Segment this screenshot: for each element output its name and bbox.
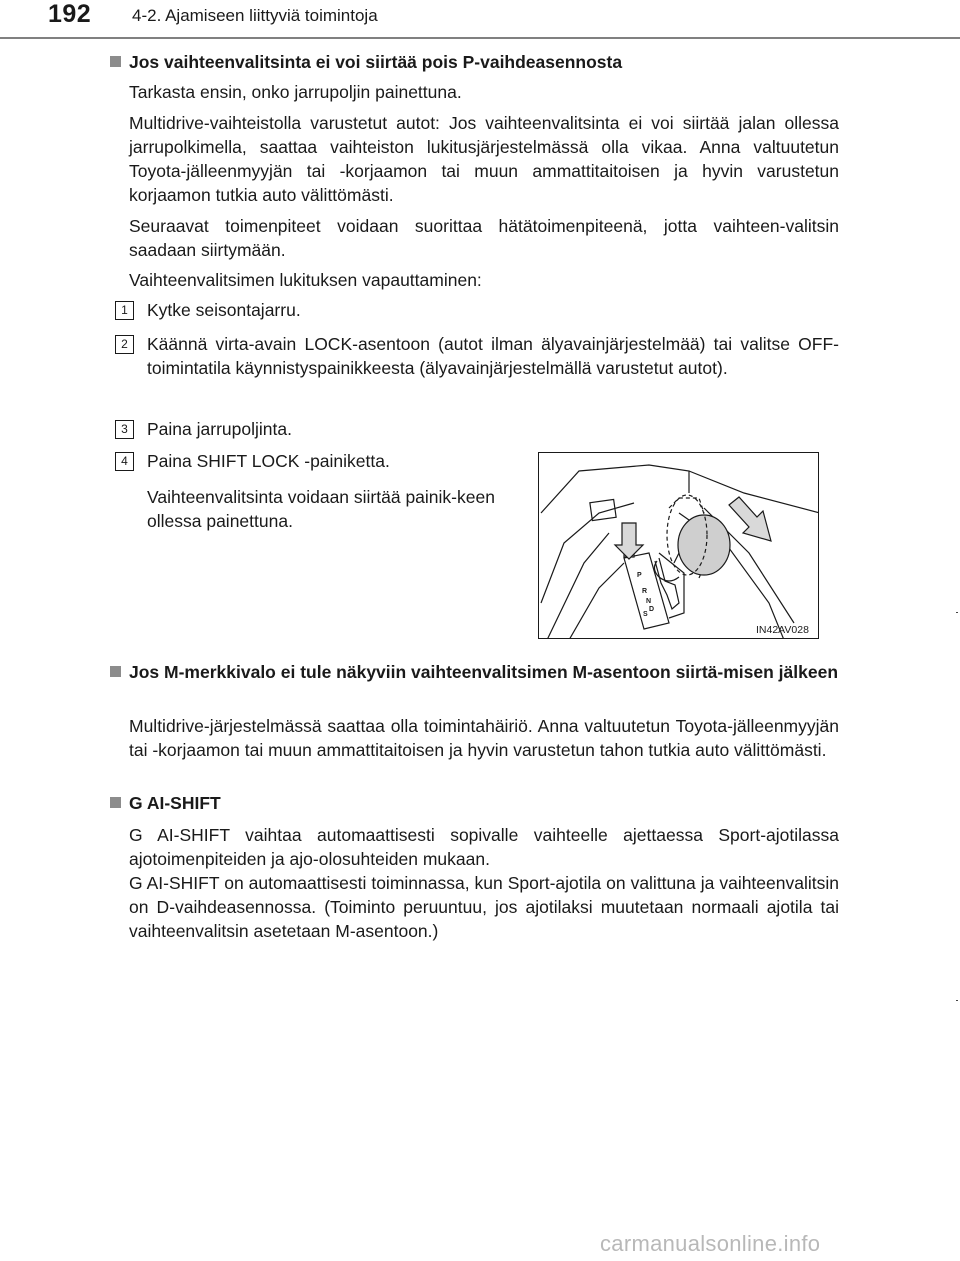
paragraph: Multidrive-vaihteistolla varustetut autot: Jos vaihteenvalitsinta ei voi siirtää jalan ollessa jarrupolkimella, saattaa vaihteiston lukitusjärjestelmässä olla vikaa. Anna valtuutetun Toyota-jälleenmyyjän tai -korjaamon tai muun ammattitaitoisen ja hyvin varustetun korjaamon tutkia auto välittömästi. [129, 113, 839, 205]
step-text: Paina jarrupoljinta. [147, 419, 292, 439]
header-rule [0, 37, 960, 39]
step-number-badge: 4 [115, 452, 134, 471]
margin-tick [956, 612, 958, 613]
illustration-code: IN42AV028 [756, 624, 809, 636]
step-number-badge: 2 [115, 335, 134, 354]
gate-label: D [649, 606, 655, 613]
step-text: Kytke seisontajarru. [147, 300, 301, 320]
paragraph: Tarkasta ensin, onko jarrupoljin painettuna. [129, 82, 462, 102]
step-note: Vaihteenvalitsinta voidaan siirtää painik-keen ollessa painettuna. [147, 487, 495, 531]
margin-tick [956, 1000, 958, 1001]
shift-lock-illustration [538, 452, 819, 639]
paragraph: Vaihteenvalitsimen lukituksen vapauttaminen: [129, 270, 482, 290]
section-bullet-icon [110, 797, 121, 808]
step-text: Käännä virta-avain LOCK-asentoon (autot ilman älyavainjärjestelmää) tai valitse OFF-toimintatila käynnistyspainikkeesta (älyavainjärjestelmällä varustetut autot). [147, 334, 839, 378]
shift-lever-drawing [539, 453, 819, 639]
chapter-title: 4-2. Ajamiseen liittyviä toimintoja [132, 6, 378, 25]
gate-label: N [646, 598, 652, 605]
paragraph: Seuraavat toimenpiteet voidaan suorittaa hätätoimenpiteenä, jotta vaihteen-valitsin saadaan siirtymään. [129, 216, 839, 260]
section-heading: G AI-SHIFT [129, 793, 221, 813]
step-text: Paina SHIFT LOCK -painiketta. [147, 451, 390, 471]
step-number-badge: 3 [115, 420, 134, 439]
gate-label: S [643, 611, 648, 618]
paragraph: G AI-SHIFT vaihtaa automaattisesti sopivalle vaihteelle ajettaessa Sport-ajotilassa ajotoimenpiteiden ja ajo-olosuhteiden mukaan. [129, 825, 839, 869]
section-heading: Jos M-merkkivalo ei tule näkyviin vaihteenvalitsimen M-asentoon siirtä-misen jälkeen [129, 662, 839, 682]
paragraph: G AI-SHIFT on automaattisesti toiminnassa, kun Sport-ajotila on valittuna ja vaihteenvalitsin on D-vaihdeasennossa. (Toiminto peruuntuu, jos ajotilaksi muutetaan normaali ajotila tai vaihteenvalitsin asetetaan M-asentoon.) [129, 873, 839, 941]
section-bullet-icon [110, 56, 121, 67]
watermark: carmanualsonline.info [600, 1231, 821, 1256]
gate-label: R [642, 588, 648, 595]
section-bullet-icon [110, 666, 121, 677]
step-number-badge: 1 [115, 301, 134, 320]
paragraph: Multidrive-järjestelmässä saattaa olla toimintahäiriö. Anna valtuutetun Toyota-jälleenmyyjän tai -korjaamon tai muun ammattitaitoisen ja hyvin varustetun tahon tutkia auto välittömästi. [129, 716, 839, 760]
section-heading: Jos vaihteenvalitsinta ei voi siirtää pois P-vaihdeasennosta [129, 52, 623, 72]
page-header [0, 0, 960, 38]
page-number: 192 [48, 0, 92, 28]
gate-label: P [637, 572, 642, 579]
